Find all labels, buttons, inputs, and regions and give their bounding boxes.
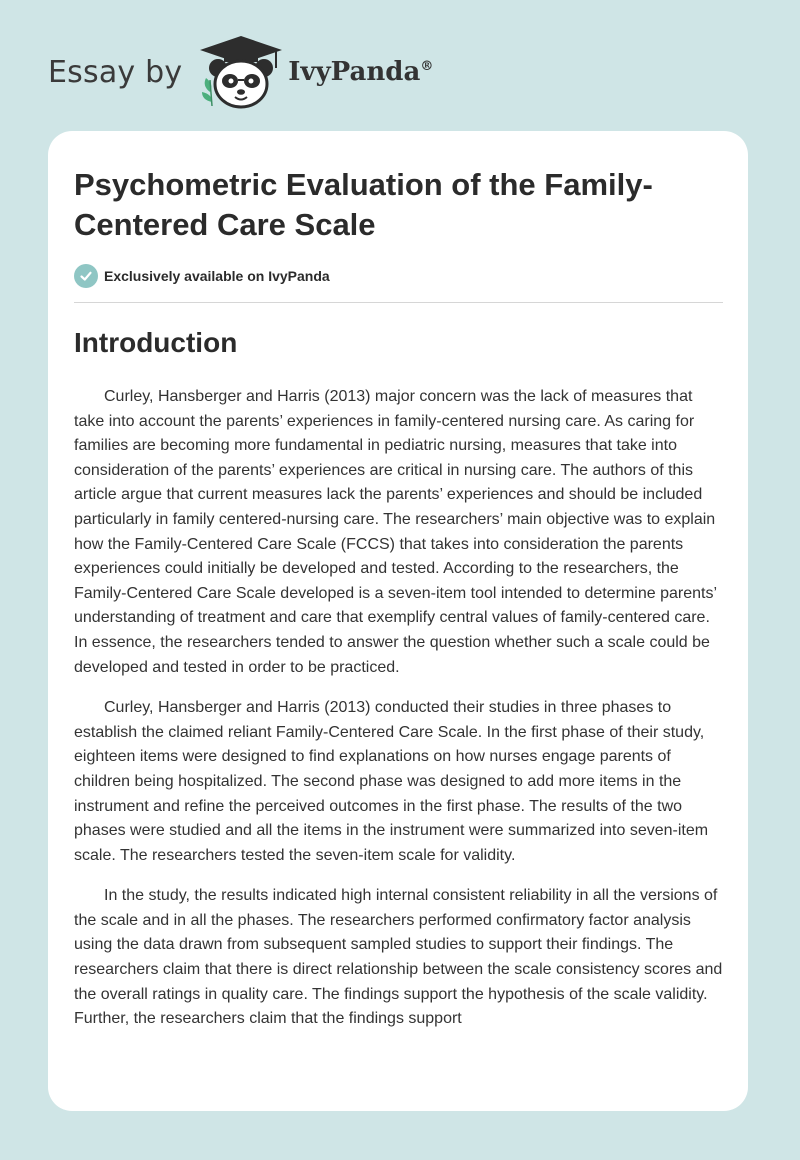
divider xyxy=(74,302,723,303)
paragraph: Curley, Hansberger and Harris (2013) major concern was the lack of measures that take into account the parents’ experiences in family-centered nursing care. As caring for families are becoming more fundamental in pediatric nursing, measures that take into consideration of the parents’ experiences are critical in nursing care. The authors of this article argue that current measures lack the parents’ experiences and should be included particularly in family centered-nursing care. The researchers’ main objective was to explain how the Family-Centered Care Scale (FCCS) that takes into consideration the parents experiences could initially be developed and tested. According to the researchers, the Family-Centered Care Scale developed is a seven-item tool intended to determine parents’ understanding of treatment and care that exemplify central values of family-centered care. In essence, the researchers tended to answer the question whether such a scale could be developed and tested in order to be practiced. xyxy=(74,388,717,676)
page-title: Psychometric Evaluation of the Family-Centered Care Scale xyxy=(74,167,653,242)
badge-label: Exclusively available on IvyPanda xyxy=(104,268,330,284)
essay-card xyxy=(48,131,748,1111)
check-icon xyxy=(74,264,98,288)
panda-logo-icon[interactable] xyxy=(198,34,284,110)
site-header xyxy=(48,34,468,110)
essay-by-label: Essay by xyxy=(48,54,183,90)
section-heading-introduction: Introduction xyxy=(74,327,238,358)
exclusive-badge xyxy=(74,264,330,288)
paragraph: In the study, the results indicated high internal consistent reliability in all the versions of the scale and in all the phases. The researchers performed confirmatory factor analysis using the data drawn from subsequent sampled studies to support their findings. The researchers claim that there is direct relationship between the scale consistency scores and the overall ratings in quality care. The findings support the hypothesis of the scale validity. Further, the researchers claim that the findings support xyxy=(74,887,723,1028)
paragraph: Curley, Hansberger and Harris (2013) conducted their studies in three phases to establish the claimed reliant Family-Centered Care Scale. In the first phase of their study, eighteen items were designed to find explanations on how nurses engage parents of children being hospitalized. The second phase was designed to add more items in the instrument and refine the perceived outcomes in the first phase. The results of the two phases were studied and all the items in the instrument were summarized into seven-item scale. The researchers tested the seven-item scale for validity. xyxy=(74,699,709,864)
article-body xyxy=(74,385,726,1048)
brand-name: IvyPanda® xyxy=(288,57,434,87)
